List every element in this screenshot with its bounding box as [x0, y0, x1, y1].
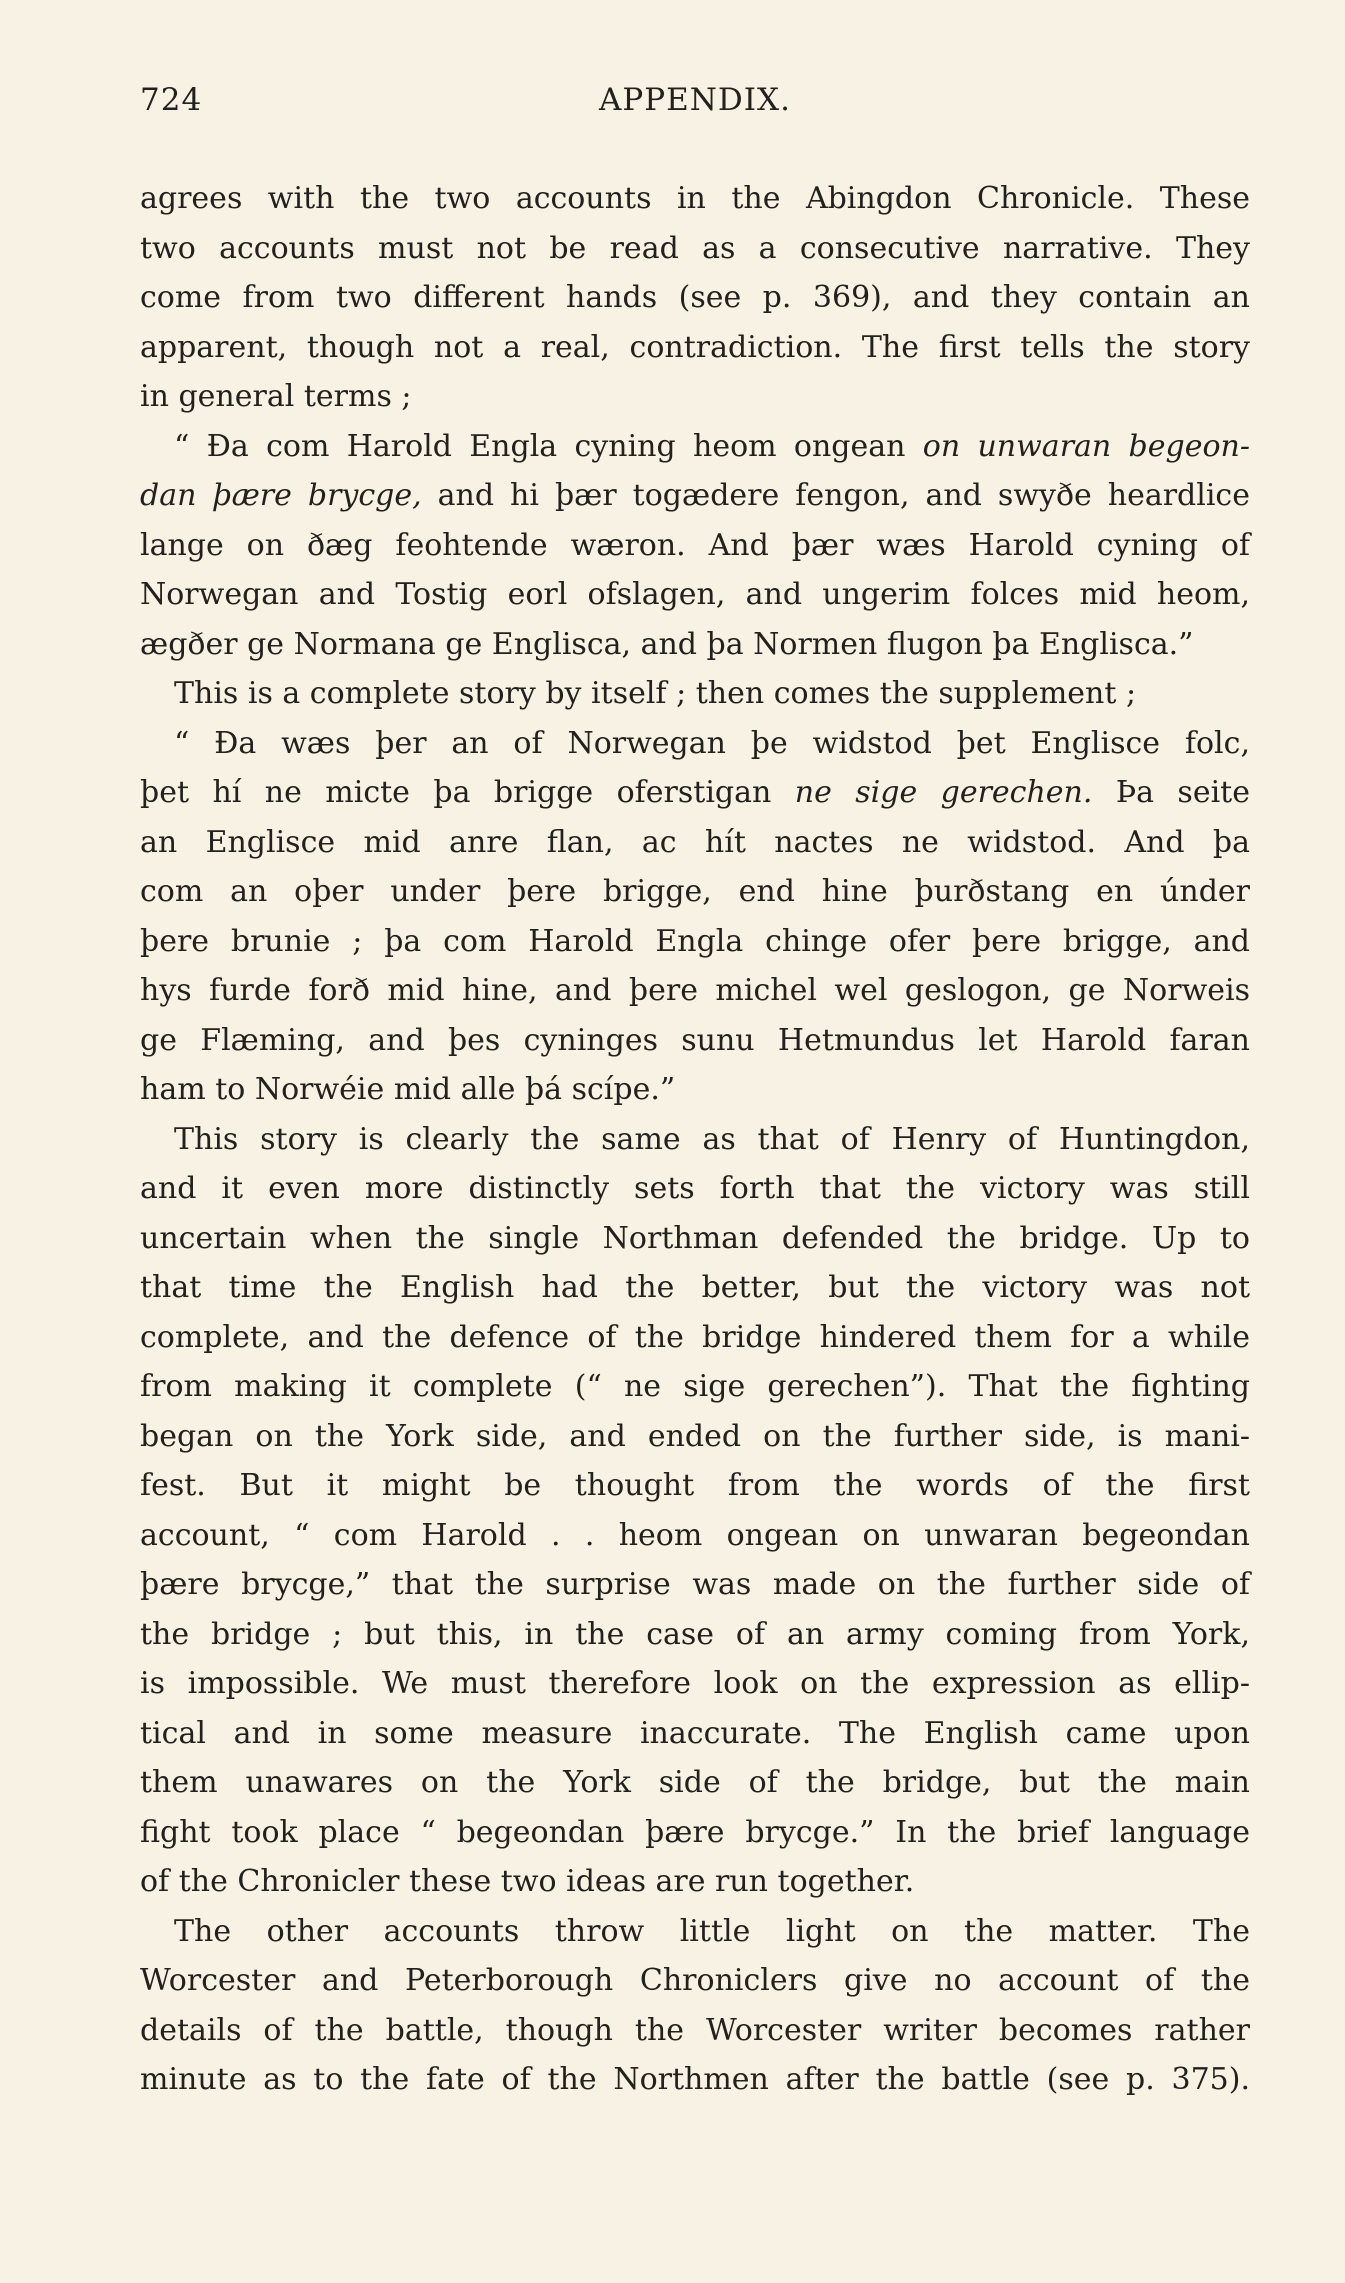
text-line: tical and in some measure inaccurate. The English came upon: [140, 1715, 1250, 1751]
text-line: two accounts must not be read as a consecutive narrative. They: [140, 230, 1250, 266]
text-line: come from two different hands (see p. 369), and they contain an: [140, 280, 1250, 315]
italic-fragment: on unwaran begeon-: [922, 428, 1250, 464]
quoted-line: [140, 471, 1250, 521]
text-line: This is a complete story by itself ; then comes the supplement ;: [174, 676, 1137, 711]
text-line: complete, and the defence of the bridge hindered them for a while: [140, 1319, 1250, 1355]
text-line: This story is clearly the same as that of Henry of Huntingdon,: [174, 1121, 1250, 1157]
text-line: com an oþer under þere brigge, end hine þurðstang en únder: [140, 874, 1250, 909]
text-line: hys furde forð mid hine, and þere michel wel geslogon, ge Norweis: [140, 973, 1250, 1008]
quoted-line-text: Þa seite: [1092, 775, 1250, 810]
text-line: uncertain when the single Northman defended the bridge. Up to: [140, 1220, 1250, 1256]
quoted-line-text: and hi þær togædere fengon, and swyðe heardlice: [421, 478, 1250, 513]
page-number: 724: [140, 82, 203, 118]
text-line: account, “ com Harold . . heom ongean on unwaran begeondan: [140, 1517, 1250, 1553]
text-line: in general terms ;: [140, 379, 412, 414]
text-line: agrees with the two accounts in the Abingdon Chronicle. These: [140, 181, 1250, 216]
text-line: them unawares on the York side of the bridge, but the main: [140, 1765, 1250, 1800]
text-line: fight took place “ begeondan þære brycge.” In the brief language: [140, 1814, 1250, 1850]
running-head: APPENDIX.: [599, 82, 791, 118]
text-line: Worcester and Peterborough Chroniclers give no account of the: [140, 1963, 1250, 1998]
page-header: [140, 82, 1250, 132]
page-body: [140, 174, 1250, 2105]
text-line: þære brycge,” that the surprise was made on the further side of: [140, 1567, 1250, 1602]
text-line: The other accounts throw little light on the matter. The: [174, 1913, 1250, 1949]
quoted-line: [140, 422, 1250, 472]
italic-fragment: dan þære brycge,: [140, 478, 422, 513]
text-line: the bridge ; but this, in the case of an army coming from York,: [140, 1616, 1250, 1652]
quoted-line-text: þet hí ne micte þa brigge oferstigan: [140, 775, 795, 810]
text-line: “ Ða wæs þer an of Norwegan þe widstod þet Englisce folc,: [174, 725, 1250, 761]
text-line: lange on ðæg feohtende wæron. And þær wæs Harold cyning of: [140, 527, 1250, 563]
text-line: and it even more distinctly sets forth that the victory was still: [140, 1171, 1250, 1206]
quoted-line: [140, 768, 1250, 818]
text-line: an Englisce mid anre flan, ac hít nactes ne widstod. And þa: [140, 824, 1250, 860]
text-line: details of the battle, though the Worcester writer becomes rather: [140, 2012, 1250, 2048]
text-line: ægðer ge Normana ge Englisca, and þa Normen flugon þa Englisca.”: [140, 626, 1194, 662]
text-line: minute as to the fate of the Northmen after the battle (see p. 375).: [140, 2062, 1250, 2097]
text-line: apparent, though not a real, contradiction. The first tells the story: [140, 329, 1250, 365]
text-line: þere brunie ; þa com Harold Engla chinge ofer þere brigge, and: [140, 923, 1250, 959]
text-line: from making it complete (“ ne sige gerechen”). That the fighting: [140, 1369, 1250, 1404]
text-line: ham to Norwéie mid alle þá scípe.”: [140, 1072, 676, 1107]
italic-fragment: ne sige gerechen.: [794, 775, 1093, 810]
text-line: fest. But it might be thought from the words of the first: [140, 1468, 1250, 1503]
text-line: Norwegan and Tostig eorl ofslagen, and ungerim folces mid heom,: [140, 577, 1250, 612]
text-line: is impossible. We must therefore look on the expression as ellip-: [140, 1666, 1250, 1701]
quoted-line-text: “ Ða com Harold Engla cyning heom ongean: [174, 428, 923, 464]
text-line: ge Flæming, and þes cyninges sunu Hetmundus let Harold faran: [140, 1022, 1250, 1058]
text-line: began on the York side, and ended on the further side, is mani-: [140, 1418, 1250, 1454]
text-line: that time the English had the better, but the victory was not: [140, 1270, 1250, 1305]
text-line: of the Chronicler these two ideas are run together.: [140, 1864, 915, 1899]
